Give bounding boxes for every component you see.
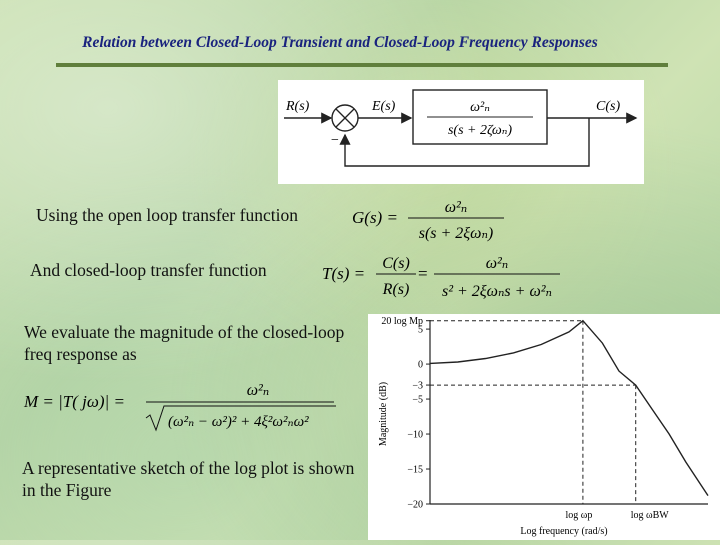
g-denominator: s(s + 2ξωₙ) <box>418 225 494 242</box>
open-loop-text: Using the open loop transfer function <box>36 205 298 225</box>
plant-denominator: s(s + 2ζωₙ) <box>447 123 513 138</box>
y-tick-label: −20 <box>407 499 423 511</box>
input-label: R(s) <box>286 99 310 114</box>
t-numerator: ω²ₙ <box>485 255 509 272</box>
x-tick-label: log ωBW <box>630 510 669 521</box>
y-tick-label: −5 <box>412 394 423 406</box>
t-mid-numerator: C(s) <box>382 255 410 272</box>
evaluate-text: We evaluate the magnitude of the closed-loop freq response as <box>24 322 345 364</box>
y-tick-label: 0 <box>418 359 423 371</box>
feedback-sign: − <box>331 133 339 148</box>
m-numerator: ω²ₙ <box>246 382 270 399</box>
x-tick-label: log ωp <box>565 510 593 521</box>
t-mid-denominator: R(s) <box>382 281 410 298</box>
title-underline <box>56 63 668 67</box>
plant-numerator: ω²ₙ <box>470 100 490 115</box>
x-axis-label: Log frequency (rad/s) <box>520 526 608 537</box>
error-label: E(s) <box>372 99 396 114</box>
frequency-response-figure <box>368 314 720 540</box>
output-label: C(s) <box>596 99 621 114</box>
y-tick-label: 20 log Mp <box>381 316 423 328</box>
y-tick-label: −10 <box>407 429 423 441</box>
closed-loop-equation <box>318 248 568 306</box>
open-loop-equation <box>346 192 516 244</box>
y-axis-label: Magnitude (dB) <box>378 381 389 447</box>
y-tick-label: 5 <box>418 324 423 336</box>
magnitude-curve <box>430 321 708 496</box>
magnitude-equation <box>22 370 342 440</box>
y-tick-label: −3 <box>412 380 423 392</box>
block-diagram <box>278 80 644 184</box>
t-denominator: s² + 2ξωₙs + ω²ₙ <box>441 283 553 300</box>
frequency-response-plot <box>368 314 720 540</box>
g-numerator: ω²ₙ <box>444 199 468 216</box>
m-denominator: (ω²ₙ − ω²)² + 4ξ²ω²ₙω² <box>168 414 309 430</box>
block-diagram-svg <box>278 80 644 184</box>
m-lhs: M = |T( jω)| = <box>24 392 125 411</box>
t-equals: = <box>418 264 428 283</box>
closed-loop-text: And closed-loop transfer function <box>30 260 267 280</box>
y-tick-label: −15 <box>407 464 423 476</box>
t-lhs: T(s) = <box>322 264 366 283</box>
g-lhs: G(s) = <box>352 208 398 227</box>
page-title: Relation between Closed-Loop Transient and Closed-Loop Frequency Responses <box>82 34 598 51</box>
sketch-text: A representative sketch of the log plot is shown in the Figure <box>22 458 355 500</box>
